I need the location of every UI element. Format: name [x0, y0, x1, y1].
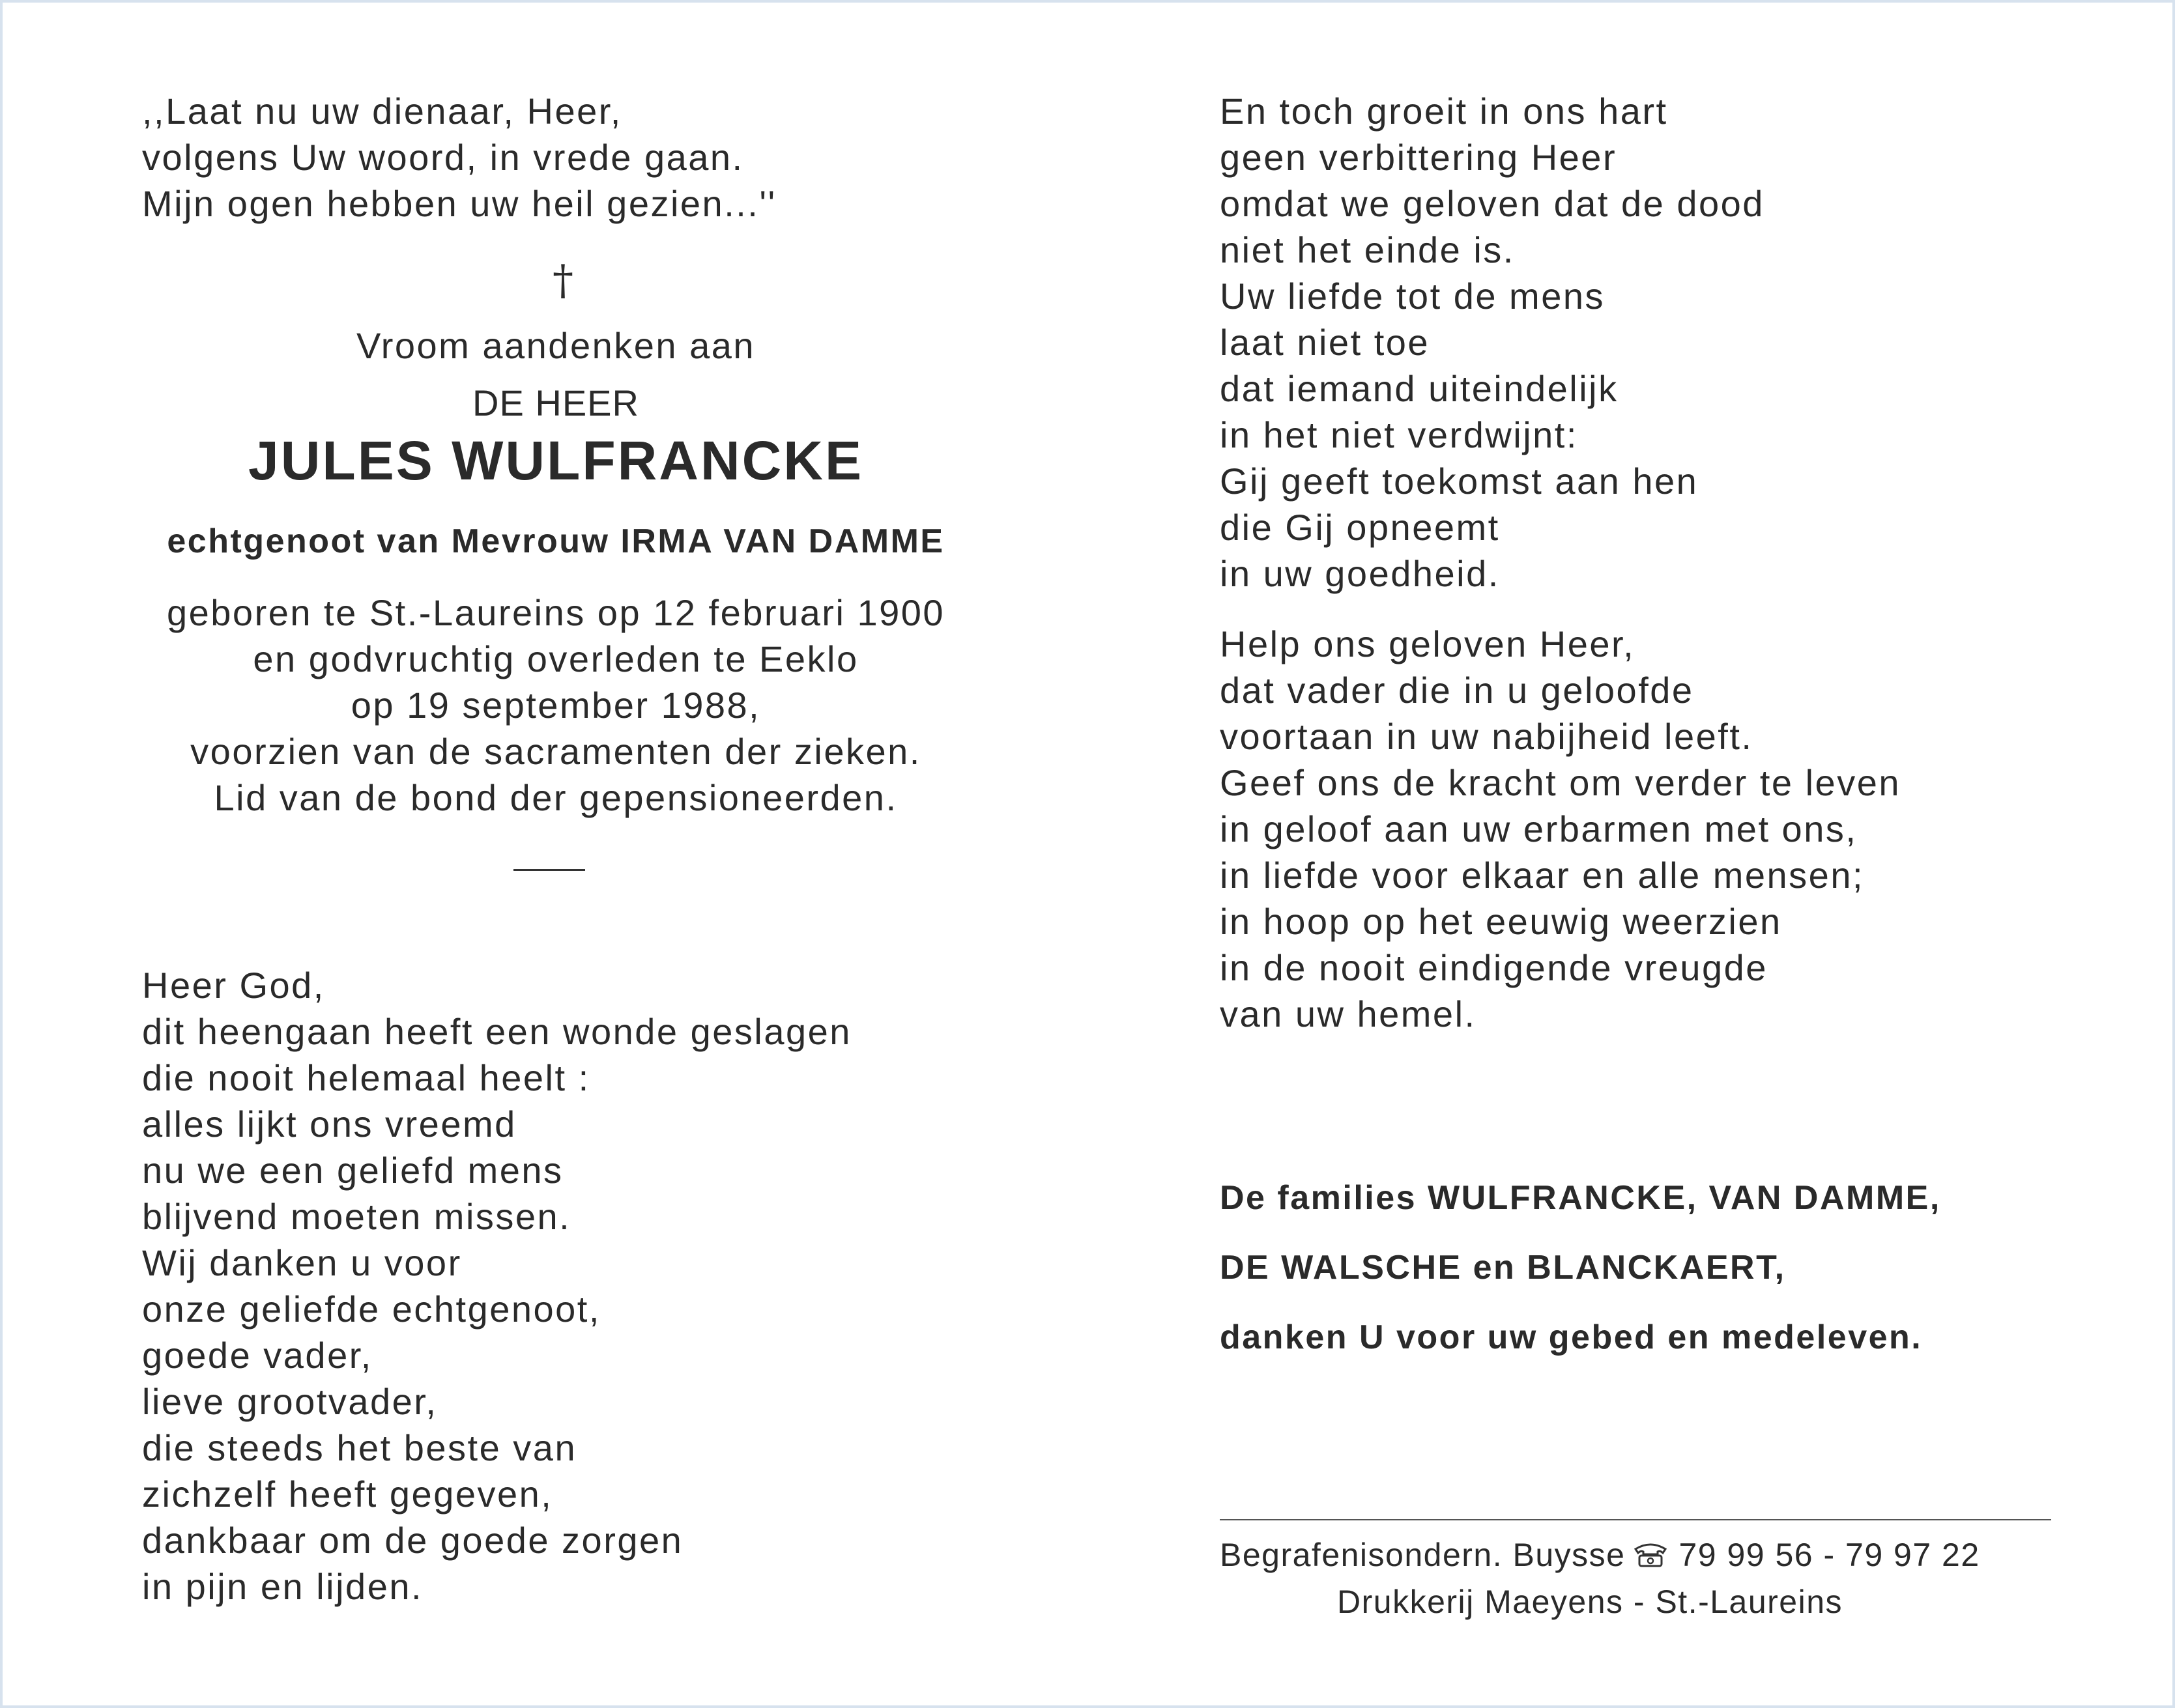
cross-icon: † — [553, 257, 573, 305]
poem-line: En toch groeit in ons hart — [1220, 91, 1668, 132]
prayer-line: dankbaar om de goede zorgen — [142, 1520, 684, 1561]
printer-line: Drukkerij Maeyens - St.-Laureins — [1337, 1584, 1843, 1620]
poem-line: van uw hemel. — [1220, 993, 1476, 1034]
poem-line: laat niet toe — [1220, 322, 1430, 363]
spouse-line: echtgenoot van Mevrouw IRMA VAN DAMME — [167, 522, 945, 560]
quote-line: ,,Laat nu uw dienaar, Heer, — [142, 91, 622, 132]
divider — [513, 869, 585, 871]
quote-line: volgens Uw woord, in vrede gaan. — [142, 137, 744, 178]
detail-line: voorzien van de sacramenten der zieken. — [190, 731, 921, 772]
family-line: De families WULFRANCKE, VAN DAMME, — [1220, 1179, 1941, 1217]
prayer-line: nu we een geliefd mens — [142, 1150, 564, 1191]
poem-line: die Gij opneemt — [1220, 507, 1500, 548]
telephone-icon — [1632, 1535, 1669, 1563]
prayer-line: Heer God, — [142, 965, 325, 1006]
poem-line: Geef ons de kracht om verder te leven — [1220, 762, 1901, 803]
phone-numbers: 79 99 56 - 79 97 22 — [1678, 1537, 1980, 1573]
poem-line: omdat we geloven dat de dood — [1220, 183, 1764, 224]
prayer-line: die nooit helemaal heelt : — [142, 1057, 590, 1098]
prayer-line: onze geliefde echtgenoot, — [142, 1288, 601, 1330]
family-line: danken U voor uw gebed en medeleven. — [1220, 1318, 1923, 1356]
poem-line: Gij geeft toekomst aan hen — [1220, 461, 1699, 502]
detail-line: op 19 september 1988, — [351, 685, 761, 726]
prayer-line: dit heengaan heeft een wonde geslagen — [142, 1011, 852, 1052]
quote-line: Mijn ogen hebben uw heil gezien...'' — [142, 183, 777, 224]
poem-line: in uw goedheid. — [1220, 553, 1500, 594]
memorial-intro: Vroom aandenken aan — [356, 325, 756, 366]
poem-line: dat iemand uiteindelijk — [1220, 368, 1619, 409]
footer-divider — [1220, 1519, 2051, 1520]
prayer-line: die steeds het beste van — [142, 1427, 577, 1468]
poem-line: in het niet verdwijnt: — [1220, 414, 1578, 455]
poem-line: in liefde voor elkaar en alle mensen; — [1220, 855, 1865, 896]
prayer-line: zichzelf heeft gegeven, — [142, 1473, 553, 1515]
family-line: DE WALSCHE en BLANCKAERT, — [1220, 1249, 1786, 1287]
honorific-title: DE HEER — [472, 382, 639, 423]
deceased-name: JULES WULFRANCKE — [248, 430, 863, 491]
prayer-line: Wij danken u voor — [142, 1242, 462, 1283]
prayer-line: blijvend moeten missen. — [142, 1196, 571, 1237]
undertaker-name: Begrafenisondern. Buysse — [1220, 1537, 1626, 1573]
poem-line: in geloof aan uw erbarmen met ons, — [1220, 808, 1858, 849]
poem-line: in de nooit eindigende vreugde — [1220, 947, 1768, 988]
poem-line: Uw liefde tot de mens — [1220, 276, 1605, 317]
poem-line: dat vader die in u geloofde — [1220, 670, 1694, 711]
prayer-line: in pijn en lijden. — [142, 1566, 424, 1607]
poem-line: voortaan in uw nabijheid leeft. — [1220, 716, 1753, 757]
prayer-line: alles lijkt ons vreemd — [142, 1103, 517, 1145]
poem-line: geen verbittering Heer — [1220, 137, 1617, 178]
detail-line: Lid van de bond der gepensioneerden. — [214, 777, 898, 818]
detail-line: geboren te St.-Laureins op 12 februari 1900 — [166, 592, 945, 633]
detail-line: en godvruchtig overleden te Eeklo — [253, 638, 859, 679]
poem-line: Help ons geloven Heer, — [1220, 623, 1635, 664]
poem-line: in hoop op het eeuwig weerzien — [1220, 901, 1782, 942]
poem-line: niet het einde is. — [1220, 229, 1515, 270]
prayer-line: goede vader, — [142, 1335, 373, 1376]
undertaker-line — [1220, 1532, 1980, 1578]
prayer-line: lieve grootvader, — [142, 1381, 438, 1422]
